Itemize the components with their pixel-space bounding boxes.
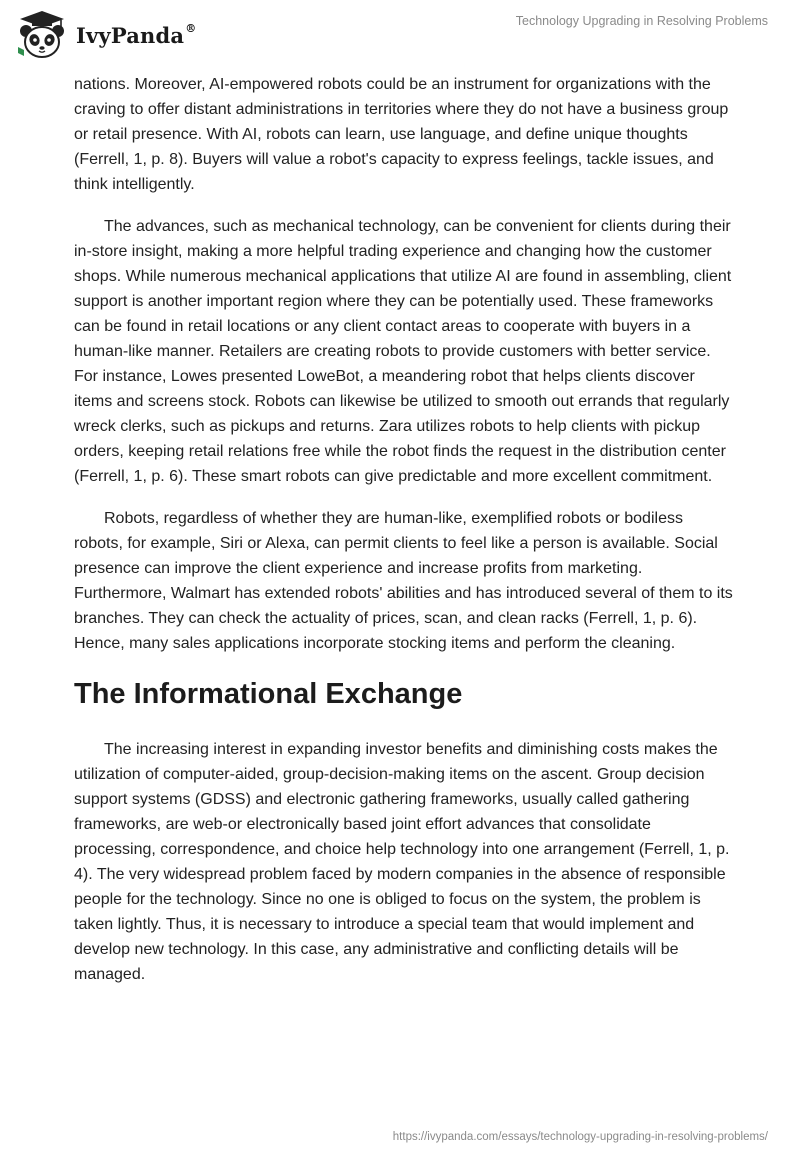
section-heading: The Informational Exchange bbox=[74, 678, 463, 710]
document-title: Technology Upgrading in Resolving Problems bbox=[515, 14, 768, 28]
paragraph-continued: nations. Moreover, AI-empowered robots could be an instrument for organizations with the craving to offer distant administrations in territories where they do not have a business group or retail presence. With AI, robots can learn, use language, and define unique thoughts (Ferrell, 1, p. 8). Buyers will value a robot's capacity to express feelings, tackle issues, and think intelligently. bbox=[74, 76, 729, 193]
source-url[interactable]: https://ivypanda.com/essays/technology-upgrading-in-resolving-problems/ bbox=[392, 1131, 768, 1143]
ivypanda-logo[interactable] bbox=[14, 8, 196, 60]
paragraph: The advances, such as mechanical technology, can be convenient for clients during their in-store insight, making a more helpful trading experience and changing how the customer shops. While numerous mechanical applications that utilize AI are found in assembling, client support is another important region where they can be potentially used. These frameworks can be found in retail locations or any client contact areas to cooperate with buyers in a human-like manner. Retailers are creating robots to provide customers with better service. For instance, Lowes presented LoweBot, a meandering robot that helps clients discover items and screens stock. Robots can likewise be utilized to smooth out errands that regularly wreck clerks, such as pickups and returns. Zara utilizes robots to help clients with pickup orders, keeping retail relations free while the robot finds the request in the distribution center (Ferrell, 1, p. 6). These smart robots can give predictable and more excellent commitment. bbox=[74, 218, 732, 485]
brand-name: IvyPanda® bbox=[76, 21, 197, 48]
page-header bbox=[0, 0, 800, 72]
paragraph: Robots, regardless of whether they are human-like, exemplified robots or bodiless robots, for example, Siri or Alexa, can permit clients to feel like a person is available. Social presence can improve the client experience and increase profits from marketing. Furthermore, Walmart has extended robots' abilities and has introduced several of them to its branches. They can check the actuality of prices, scan, and clean racks (Ferrell, 1, p. 6). Hence, many sales applications incorporate stocking items and perform the cleaning. bbox=[74, 510, 733, 652]
panda-graduate-icon bbox=[14, 9, 70, 59]
paragraph: The increasing interest in expanding investor benefits and diminishing costs makes the utilization of computer-aided, group-decision-making items on the ascent. Group decision support systems (GDSS) and electronic gathering frameworks, usually called gathering frameworks, are web-or electronically based joint effort advances that consolidate processing, correspondence, and choice help technology into one arrangement (Ferrell, 1, p. 4). The very widespread problem faced by modern companies in the absence of responsible people for the technology. Since no one is obliged to focus on the system, the problem is taken lightly. Thus, it is necessary to introduce a special team that would implement and develop new technology. In this case, any administrative and conflicting details will be managed. bbox=[74, 741, 730, 983]
essay-body bbox=[74, 72, 734, 1004]
